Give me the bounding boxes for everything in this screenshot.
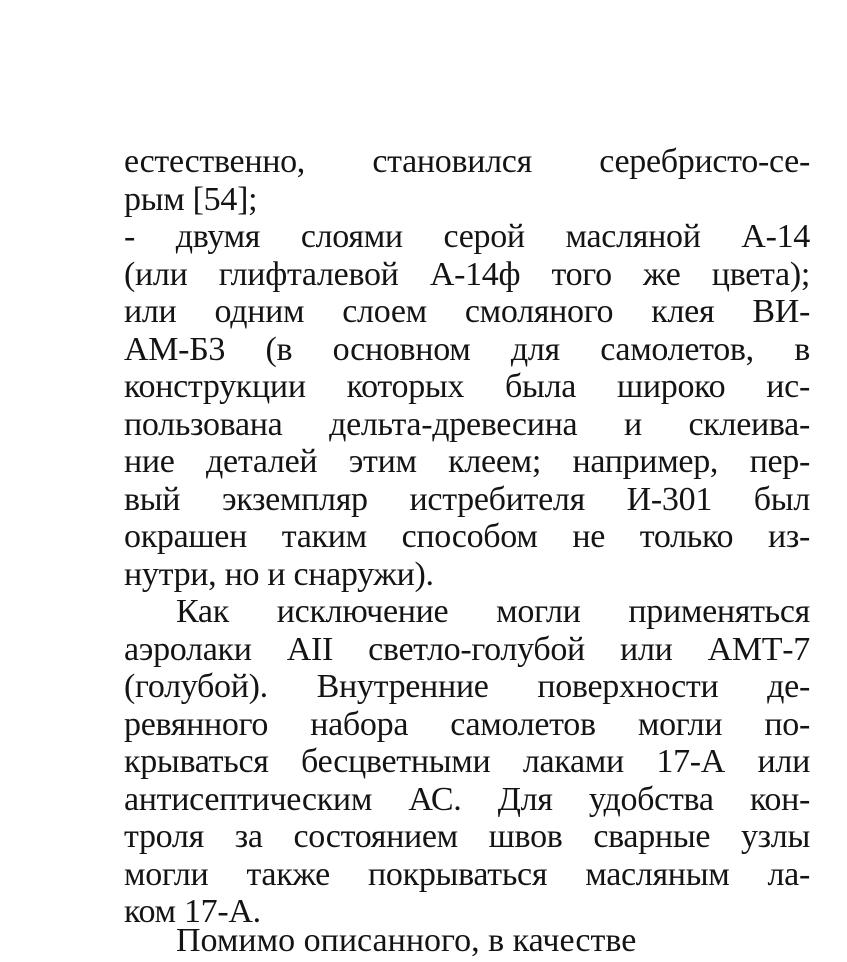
text-line: - двумя слоями серой масляной А-14 (124, 218, 810, 255)
text-line: антисептическим АС. Для удобства кон- (124, 780, 810, 818)
cut-off-text-line: Помимо описанного, в качестве (176, 922, 637, 959)
text-line: естественно, становился серебристо-се- (124, 143, 810, 180)
text-line: могли также покрываться масляным ла- (124, 855, 810, 893)
text-line: ревянного набора самолетов могли по- (124, 705, 810, 743)
text-line: окрашен таким способом не только из- (124, 518, 810, 555)
text-line: аэролаки AII светло-голубой или АМТ-7 (124, 630, 810, 668)
body-text (124, 143, 810, 931)
text-line: или одним слоем смоляного клея ВИ- (124, 293, 810, 330)
text-line: (или глифталевой А-14ф того же цвета); (124, 255, 810, 293)
text-line: ние деталей этим клеем; например, пер- (124, 443, 810, 480)
text-line: (голубой). Внутренние поверхности де- (124, 668, 810, 705)
text-line: нутри, но и снаружи). (124, 555, 434, 593)
text-line: АМ-Б3 (в основном для самолетов, в (124, 330, 810, 368)
text-line: ком 17-А. (124, 893, 261, 930)
text-line: вый экземпляр истребителя И-301 был (124, 480, 810, 518)
text-line: пользована дельта-древесина и склеива- (124, 405, 810, 443)
text-line-paragraph-start: Как исключение могли применяться (176, 593, 810, 630)
text-line: троля за состоянием швов сварные узлы (124, 818, 810, 855)
text-line: конструкции которых была широко ис- (124, 368, 810, 405)
text-line: рым [54]; (124, 180, 258, 218)
text-line: крываться бесцветными лаками 17-А или (124, 743, 810, 780)
